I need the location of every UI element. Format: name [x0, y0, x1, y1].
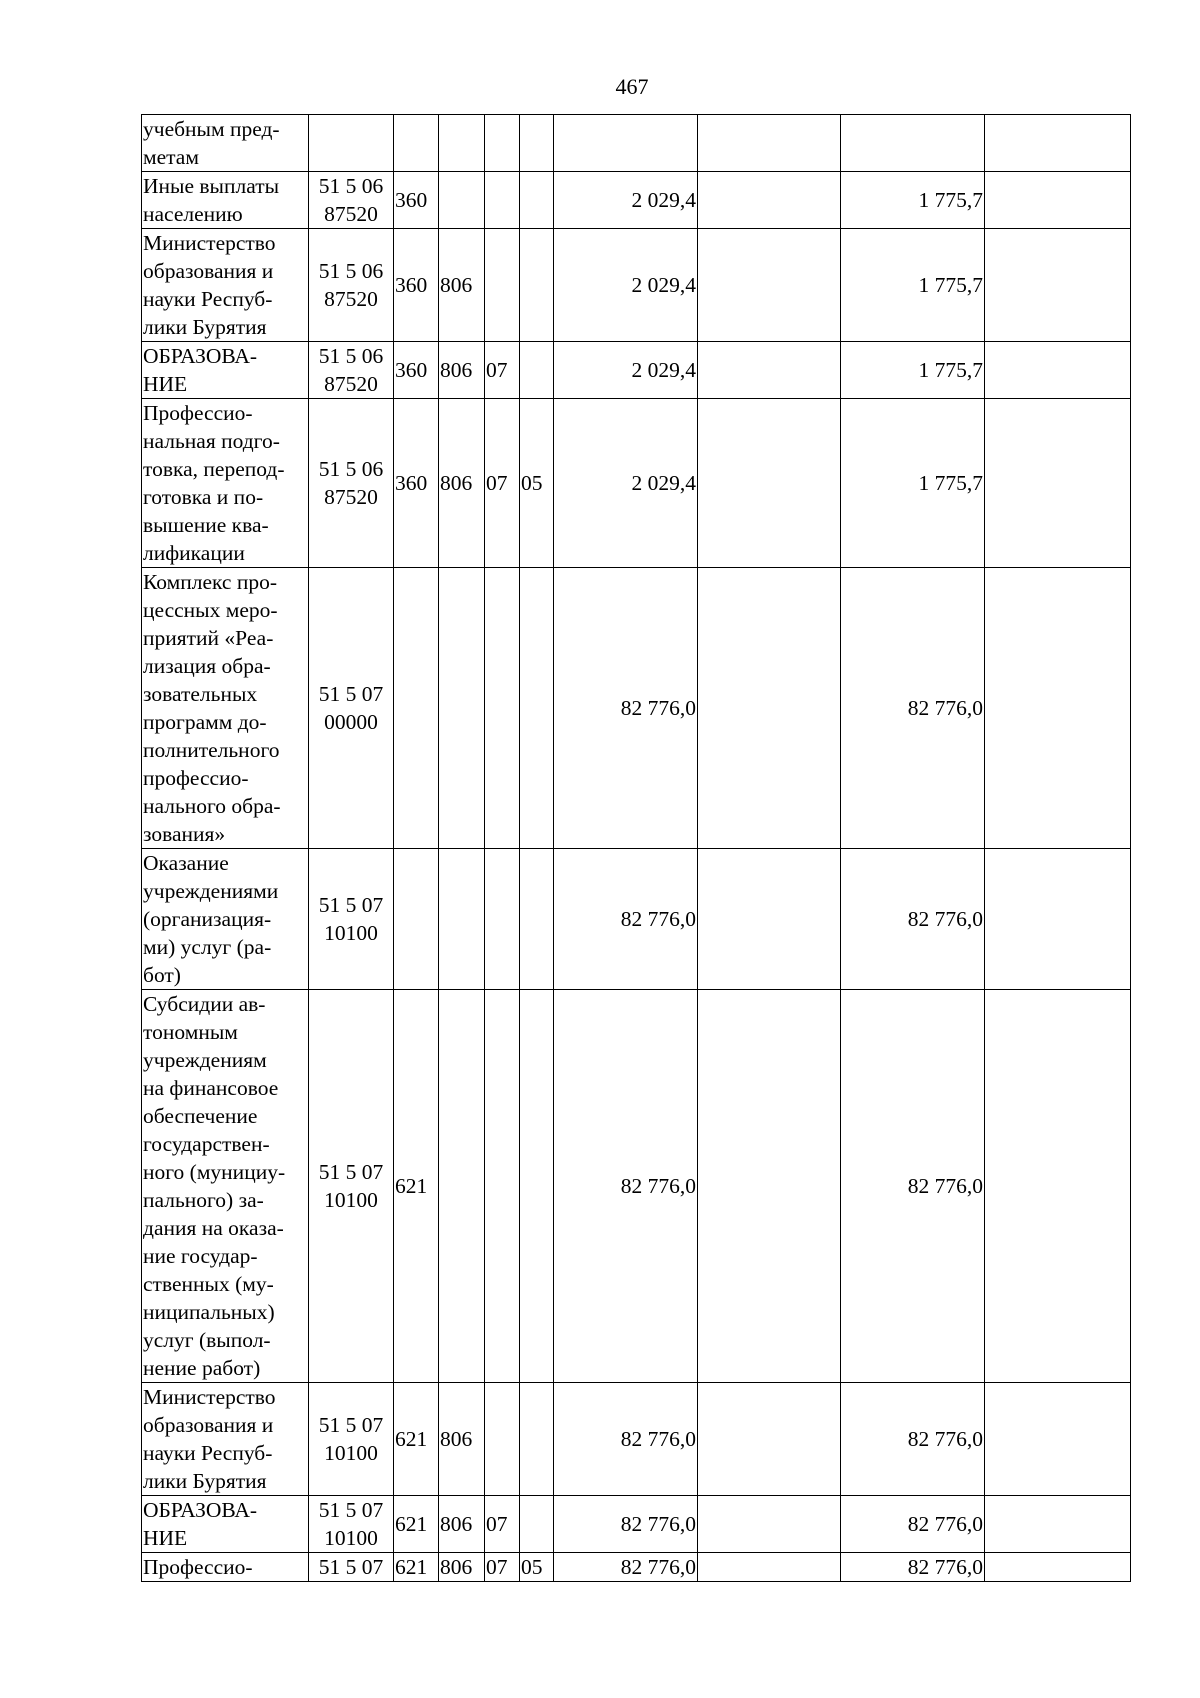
amount-cell-3: 1 775,7: [841, 229, 985, 342]
target-article-cell: [309, 172, 394, 229]
item-name-cell: [142, 342, 309, 399]
amount-cell-3: 82 776,0: [841, 990, 985, 1383]
target-article-cell: [309, 990, 394, 1383]
ministry-code-cell: [439, 568, 485, 849]
amount-cell-1: 82 776,0: [554, 849, 698, 990]
amount-cell-2: [698, 342, 841, 399]
table-row: [142, 1553, 1131, 1582]
amount-cell-4: [985, 568, 1131, 849]
section-cell: 07: [485, 1553, 520, 1582]
amount-cell-4: [985, 1496, 1131, 1553]
ministry-code-cell: 806: [439, 229, 485, 342]
target-article-line: 51 5 07: [318, 1498, 384, 1522]
expense-type-cell: [394, 849, 439, 990]
item-name-line: учебным пред-: [143, 117, 280, 141]
amount-cell-2: [698, 1496, 841, 1553]
section-cell: [485, 568, 520, 849]
target-article-line: 87520: [324, 287, 378, 311]
item-name-line: ственных (му-: [143, 1272, 274, 1296]
target-article-cell: [309, 229, 394, 342]
table-row: [142, 990, 1131, 1383]
amount-cell-4: [985, 849, 1131, 990]
item-name-line: Министерство: [143, 1385, 276, 1409]
item-name-line: нение работ): [143, 1356, 261, 1380]
item-name-line: готовка и по-: [143, 485, 264, 509]
item-name-line: товка, перепод-: [143, 457, 285, 481]
amount-cell-3: 82 776,0: [841, 849, 985, 990]
target-article-cell: [309, 849, 394, 990]
target-article-cell: [309, 1496, 394, 1553]
subsection-cell: [520, 1496, 554, 1553]
ministry-code-cell: [439, 849, 485, 990]
item-name-line: вышение ква-: [143, 513, 269, 537]
item-name-line: населению: [143, 202, 243, 226]
item-name-cell: [142, 568, 309, 849]
amount-cell-4: [985, 990, 1131, 1383]
amount-cell-4: [985, 1383, 1131, 1496]
item-name-line: Оказание: [143, 851, 229, 875]
ministry-code-cell: [439, 990, 485, 1383]
item-name-line: Субсидии ав-: [143, 992, 266, 1016]
expense-type-cell: 621: [394, 1553, 439, 1582]
item-name-line: метам: [143, 145, 199, 169]
amount-cell-1: 2 029,4: [554, 399, 698, 568]
item-name-line: государствен-: [143, 1132, 270, 1156]
ministry-code-cell: 806: [439, 342, 485, 399]
item-name-cell: [142, 115, 309, 172]
table-row: [142, 1383, 1131, 1496]
item-name-line: учреждениям: [143, 1048, 267, 1072]
ministry-code-cell: 806: [439, 1496, 485, 1553]
ministry-code-cell: [439, 172, 485, 229]
section-cell: [485, 1383, 520, 1496]
target-article-cell: [309, 1383, 394, 1496]
amount-cell-2: [698, 568, 841, 849]
subsection-cell: 05: [520, 1553, 554, 1582]
item-name-line: ного (мунициу-: [143, 1160, 286, 1184]
item-name-line: образования и: [143, 1413, 274, 1437]
target-article-line: 51 5 06: [318, 259, 384, 283]
target-article-cell: [309, 115, 394, 172]
amount-cell-1: 82 776,0: [554, 568, 698, 849]
item-name-line: услуг (выпол-: [143, 1328, 271, 1352]
target-article-line: 51 5 07: [318, 1413, 384, 1437]
item-name-line: ние государ-: [143, 1244, 258, 1268]
item-name-cell: [142, 399, 309, 568]
amount-cell-3: 1 775,7: [841, 399, 985, 568]
target-article-cell: [309, 399, 394, 568]
item-name-line: науки Респуб-: [143, 287, 273, 311]
item-name-line: лики Бурятия: [143, 315, 267, 339]
amount-cell-3: 82 776,0: [841, 1553, 985, 1582]
target-article-line: 87520: [324, 372, 378, 396]
item-name-line: науки Респуб-: [143, 1441, 273, 1465]
item-name-line: дания на оказа-: [143, 1216, 284, 1240]
amount-cell-2: [698, 172, 841, 229]
amount-cell-1: 2 029,4: [554, 342, 698, 399]
target-article-line: 51 5 07: [318, 1160, 384, 1184]
amount-cell-4: [985, 399, 1131, 568]
item-name-cell: [142, 1383, 309, 1496]
item-name-line: Комплекс про-: [143, 570, 277, 594]
section-cell: 07: [485, 1496, 520, 1553]
subsection-cell: [520, 342, 554, 399]
item-name-line: профессио-: [143, 766, 249, 790]
item-name-cell: [142, 172, 309, 229]
budget-table: [141, 114, 1131, 1582]
target-article-line: 10100: [324, 1188, 378, 1212]
item-name-line: ОБРАЗОВА-: [143, 1498, 258, 1522]
subsection-cell: [520, 229, 554, 342]
item-name-line: обеспечение: [143, 1104, 258, 1128]
item-name-cell: [142, 1496, 309, 1553]
item-name-line: Иные выплаты: [143, 174, 280, 198]
target-article-line: 10100: [324, 1526, 378, 1550]
section-cell: [485, 849, 520, 990]
item-name-line: пального) за-: [143, 1188, 264, 1212]
amount-cell-1: [554, 115, 698, 172]
section-cell: [485, 990, 520, 1383]
table-row: [142, 399, 1131, 568]
amount-cell-1: 82 776,0: [554, 990, 698, 1383]
amount-cell-4: [985, 172, 1131, 229]
ministry-code-cell: [439, 115, 485, 172]
subsection-cell: [520, 115, 554, 172]
item-name-cell: [142, 849, 309, 990]
page-number: 467: [615, 74, 649, 99]
item-name-line: приятий «Реа-: [143, 626, 274, 650]
subsection-cell: 05: [520, 399, 554, 568]
item-name-line: зовательных: [143, 682, 258, 706]
item-name-line: Министерство: [143, 231, 276, 255]
amount-cell-2: [698, 1383, 841, 1496]
amount-cell-2: [698, 115, 841, 172]
target-article-line: 51 5 07: [318, 893, 384, 917]
amount-cell-3: 1 775,7: [841, 342, 985, 399]
target-article-line: 51 5 07: [318, 1555, 384, 1579]
item-name-line: Профессио-: [143, 401, 253, 425]
item-name-line: (организация-: [143, 907, 272, 931]
target-article-cell: [309, 1553, 394, 1582]
subsection-cell: [520, 568, 554, 849]
item-name-cell: [142, 229, 309, 342]
amount-cell-2: [698, 849, 841, 990]
expense-type-cell: 360: [394, 342, 439, 399]
target-article-line: 87520: [324, 202, 378, 226]
subsection-cell: [520, 172, 554, 229]
table-row: [142, 1496, 1131, 1553]
expense-type-cell: 360: [394, 399, 439, 568]
expense-type-cell: 360: [394, 172, 439, 229]
item-name-cell: [142, 990, 309, 1383]
section-cell: [485, 172, 520, 229]
amount-cell-1: 2 029,4: [554, 229, 698, 342]
amount-cell-4: [985, 115, 1131, 172]
amount-cell-2: [698, 229, 841, 342]
amount-cell-4: [985, 1553, 1131, 1582]
item-name-line: нальная подго-: [143, 429, 280, 453]
amount-cell-2: [698, 1553, 841, 1582]
expense-type-cell: 621: [394, 1383, 439, 1496]
target-article-line: 87520: [324, 485, 378, 509]
table-row: [142, 115, 1131, 172]
item-name-line: образования и: [143, 259, 274, 283]
item-name-line: тономным: [143, 1020, 238, 1044]
expense-type-cell: 621: [394, 990, 439, 1383]
item-name-line: бот): [143, 963, 181, 987]
expense-type-cell: [394, 568, 439, 849]
amount-cell-3: 82 776,0: [841, 1383, 985, 1496]
item-name-line: Профессио-: [143, 1555, 253, 1579]
item-name-line: лики Бурятия: [143, 1469, 267, 1493]
target-article-line: 51 5 06: [318, 174, 384, 198]
table-row: [142, 849, 1131, 990]
subsection-cell: [520, 1383, 554, 1496]
amount-cell-1: 82 776,0: [554, 1383, 698, 1496]
target-article-line: 10100: [324, 1441, 378, 1465]
amount-cell-3: 1 775,7: [841, 172, 985, 229]
target-article-cell: [309, 342, 394, 399]
table-row: [142, 172, 1131, 229]
expense-type-cell: 360: [394, 229, 439, 342]
subsection-cell: [520, 990, 554, 1383]
item-name-line: цессных меро-: [143, 598, 278, 622]
item-name-line: НИЕ: [143, 372, 188, 396]
amount-cell-2: [698, 990, 841, 1383]
target-article-line: 00000: [324, 710, 378, 734]
item-name-cell: [142, 1553, 309, 1582]
table-row: [142, 568, 1131, 849]
amount-cell-1: 2 029,4: [554, 172, 698, 229]
table-body: [142, 115, 1131, 1582]
item-name-line: зования»: [143, 822, 226, 846]
item-name-line: программ до-: [143, 710, 267, 734]
subsection-cell: [520, 849, 554, 990]
target-article-line: 51 5 06: [318, 457, 384, 481]
section-cell: [485, 229, 520, 342]
item-name-line: нального обра-: [143, 794, 281, 818]
amount-cell-3: 82 776,0: [841, 1496, 985, 1553]
section-cell: 07: [485, 399, 520, 568]
amount-cell-4: [985, 342, 1131, 399]
amount-cell-3: 82 776,0: [841, 568, 985, 849]
target-article-line: 51 5 07: [318, 682, 384, 706]
target-article-cell: [309, 568, 394, 849]
ministry-code-cell: 806: [439, 399, 485, 568]
item-name-line: лификации: [143, 541, 245, 565]
expense-type-cell: [394, 115, 439, 172]
table-row: [142, 229, 1131, 342]
item-name-line: ми) услуг (ра-: [143, 935, 272, 959]
item-name-line: учреждениями: [143, 879, 279, 903]
item-name-line: полнительного: [143, 738, 280, 762]
target-article-line: 10100: [324, 921, 378, 945]
amount-cell-3: [841, 115, 985, 172]
amount-cell-4: [985, 229, 1131, 342]
ministry-code-cell: 806: [439, 1383, 485, 1496]
section-cell: 07: [485, 342, 520, 399]
ministry-code-cell: 806: [439, 1553, 485, 1582]
item-name-line: НИЕ: [143, 1526, 188, 1550]
table-row: [142, 342, 1131, 399]
amount-cell-1: 82 776,0: [554, 1553, 698, 1582]
amount-cell-2: [698, 399, 841, 568]
item-name-line: лизация обра-: [143, 654, 271, 678]
item-name-line: на финансовое: [143, 1076, 279, 1100]
section-cell: [485, 115, 520, 172]
amount-cell-1: 82 776,0: [554, 1496, 698, 1553]
item-name-line: ниципальных): [143, 1300, 275, 1324]
expense-type-cell: 621: [394, 1496, 439, 1553]
target-article-line: 51 5 06: [318, 344, 384, 368]
item-name-line: ОБРАЗОВА-: [143, 344, 258, 368]
